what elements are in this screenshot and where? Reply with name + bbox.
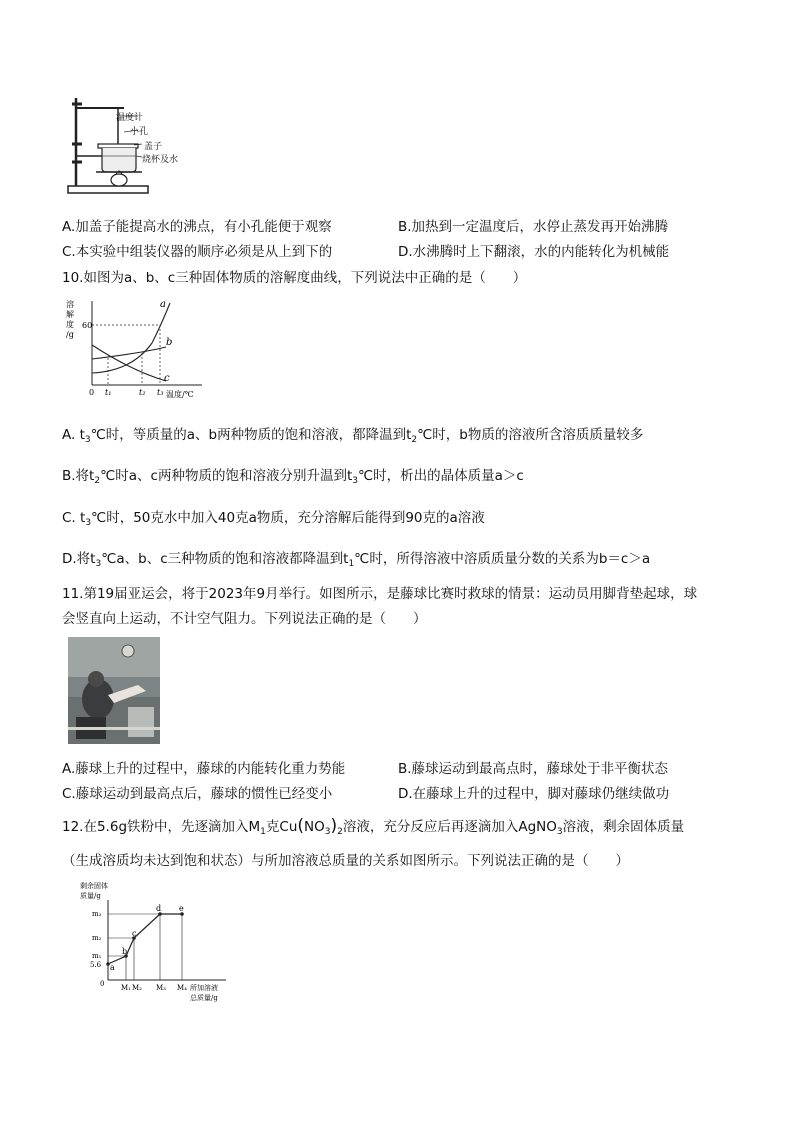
x-tick-t2: t₂: [139, 388, 146, 397]
y-label-2: 质量/g: [80, 892, 101, 900]
boiling-apparatus-figure: [62, 94, 222, 204]
curve-b-label: b: [166, 337, 173, 348]
x-tick-0: 0: [89, 388, 95, 397]
point-d-label: d: [156, 904, 162, 913]
y-label-1: 溶: [66, 300, 74, 309]
mass-curve: [108, 914, 182, 964]
point-a-label: a: [110, 963, 115, 972]
x-tick-m1: M₁: [121, 984, 131, 992]
y-tick-5.6: 5.6: [90, 961, 102, 969]
y-label-3: 度: [66, 320, 74, 329]
curve-a-label: a: [160, 299, 166, 310]
point-e-label: e: [179, 904, 184, 913]
label-beaker-water: 烧杯及水: [142, 155, 179, 165]
q10-option-c: C. $t_3℃$时，50克水中加入40克a物质，充分溶解后能得到90克的a溶液: [62, 510, 485, 528]
x-tick-m2: M₂: [132, 984, 142, 992]
point-b-label: b: [122, 947, 128, 956]
q9-option-a: A.加盖子能提高水的沸点，有小孔能便于观察: [62, 219, 332, 235]
q10-option-d: D.将$t_3℃a$、b、c三种物质的饱和溶液都降温到$t_1℃$时，所得溶液中溶质质量分数的关系为b＝c＞a: [62, 551, 651, 569]
solubility-curve-chart: [62, 293, 207, 405]
x-axis-label: 温度/℃: [166, 390, 194, 399]
x-tick-t1: t₁: [105, 388, 112, 397]
q12-stem-line1: 12.在5.6g铁粉中，先逐滴加入$M_1$克$Cu(NO_3)_2$溶液，充分反应后再逐滴加入AgNO$_3$溶液，剩余固体质量: [62, 816, 685, 837]
label-lid: 盖子: [144, 142, 163, 152]
y-label-2: 解: [66, 310, 74, 319]
q11-option-d: D.在藤球上升的过程中，脚对藤球仍继续做功: [398, 786, 670, 802]
q11-option-b: B.藤球运动到最高点时，藤球处于非平衡状态: [398, 761, 669, 777]
y-tick-m1: m₁: [92, 952, 102, 960]
x-tick-m4: M₄: [177, 984, 187, 992]
x-label-1: 所加溶液: [190, 984, 218, 992]
point-c-label: c: [132, 929, 137, 938]
curve-c-label: c: [164, 373, 170, 384]
q10-option-b: B.将$t_2℃$时a、c两种物质的饱和溶液分别升温到$t_3℃$时，析出的晶体质量a＞c: [62, 468, 524, 486]
x-tick-0: 0: [100, 980, 105, 988]
y-tick-60: 60: [82, 321, 93, 330]
q10-option-a: A. $t_3℃$时，等质量的a、b两种物质的饱和溶液，都降温到$t_2℃$时，b物质的溶液所含溶质质量较多: [62, 427, 644, 445]
y-tick-m2: m₂: [92, 934, 102, 942]
x-label-2: 总质量/g: [190, 994, 218, 1002]
remaining-solid-mass-chart: [80, 876, 230, 1006]
x-tick-t3: t₃: [157, 388, 164, 397]
y-label-1: 剩余固体: [80, 882, 108, 890]
q10-stem: 10.如图为a、b、c三种固体物质的溶解度曲线，下列说法中正确的是（ ）: [62, 270, 527, 286]
x-tick-m3: M₃: [156, 984, 166, 992]
y-tick-m3: m₃: [92, 910, 102, 918]
q9-option-b: B.加热到一定温度后，水停止蒸发再开始沸腾: [398, 219, 669, 235]
y-label-4: /g: [66, 330, 74, 339]
q11-option-c: C.藤球运动到最高点后，藤球的惯性已经变小: [62, 786, 333, 802]
q9-option-d: D.水沸腾时上下翻滚，水的内能转化为机械能: [398, 244, 670, 260]
q11-stem-line2: 会竖直向上运动，不计空气阻力。下列说法正确的是（ ）: [62, 611, 427, 627]
label-thermometer: 温度计: [116, 113, 144, 123]
q11-stem-line1: 11.第19届亚运会，将于2023年9月举行。如图所示，是藤球比赛时救球的情景：运动员用脚背垫起球，球: [62, 586, 698, 602]
curve-a: [92, 303, 173, 373]
q9-option-c: C.本实验中组装仪器的顺序必须是从上到下的: [62, 244, 333, 260]
q12-stem-line2: （生成溶质均未达到饱和状态）与所加溶液总质量的关系如图所示。下列说法正确的是（ ）: [62, 853, 629, 869]
sepak-takraw-photo: [68, 637, 160, 744]
label-small-hole: 小孔: [130, 127, 149, 137]
q11-option-a: A.藤球上升的过程中，藤球的内能转化重力势能: [62, 761, 346, 777]
curve-b: [92, 347, 166, 359]
